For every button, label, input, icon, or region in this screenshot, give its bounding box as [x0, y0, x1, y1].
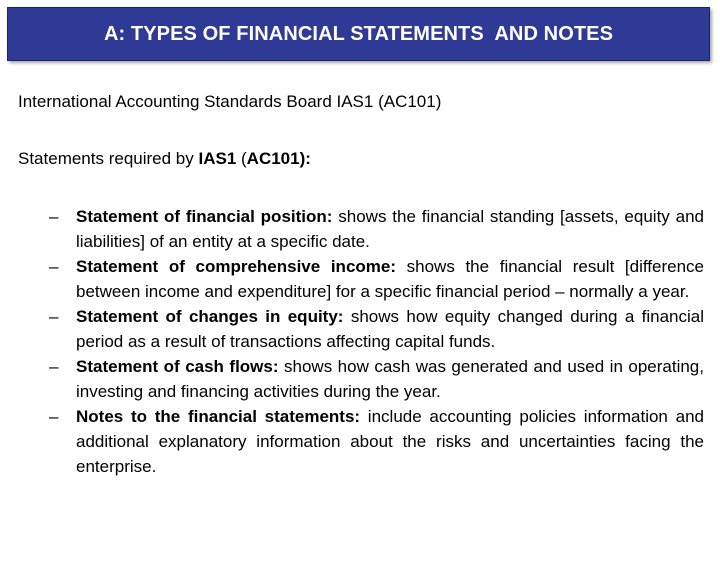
list-item — [44, 204, 704, 254]
bullet-dash: – — [49, 257, 59, 276]
statement-list — [44, 204, 704, 479]
bullet-dash: – — [49, 357, 59, 376]
list-item — [44, 354, 704, 404]
list-item — [44, 254, 704, 304]
required-mid: ( — [236, 149, 247, 168]
slide-title-bar — [7, 7, 710, 61]
item-text: shows the financial result [difference between income and expenditure] for a specific financial period – normally a year. — [76, 257, 704, 301]
intro-text: International Accounting Standards Board IAS1 (AC101) — [18, 92, 442, 111]
list-item — [44, 304, 704, 354]
item-text: include accounting policies information and additional explanatory information about the risks and uncertainties facing the enterprise. — [76, 407, 704, 476]
required-statement-line — [18, 149, 311, 169]
bullet-dash: – — [49, 207, 59, 226]
item-heading: Statement of financial position: — [76, 207, 333, 226]
bullet-dash: – — [49, 407, 59, 426]
slide-title: A: TYPES OF FINANCIAL STATEMENTS AND NOTES — [103, 22, 614, 45]
required-bold-ac101: AC101): — [246, 149, 311, 168]
item-heading: Statement of comprehensive income: — [76, 257, 397, 276]
item-heading: Statement of cash flows: — [76, 357, 279, 376]
item-heading: Statement of changes in equity: — [76, 307, 344, 326]
required-bold-ias1: IAS1 — [198, 149, 237, 168]
item-heading: Notes to the financial statements: — [76, 407, 361, 426]
bullet-dash: – — [49, 307, 59, 326]
list-item — [44, 404, 704, 479]
required-prefix: Statements required by — [18, 149, 199, 168]
item-text: shows how equity changed during a financial period as a result of transactions affecting capital funds. — [76, 307, 705, 351]
item-text: shows the financial standing [assets, equity and liabilities] of an entity at a specific date. — [76, 207, 704, 251]
item-text: shows how cash was generated and used in operating, investing and financing activities during the year. — [76, 357, 704, 401]
